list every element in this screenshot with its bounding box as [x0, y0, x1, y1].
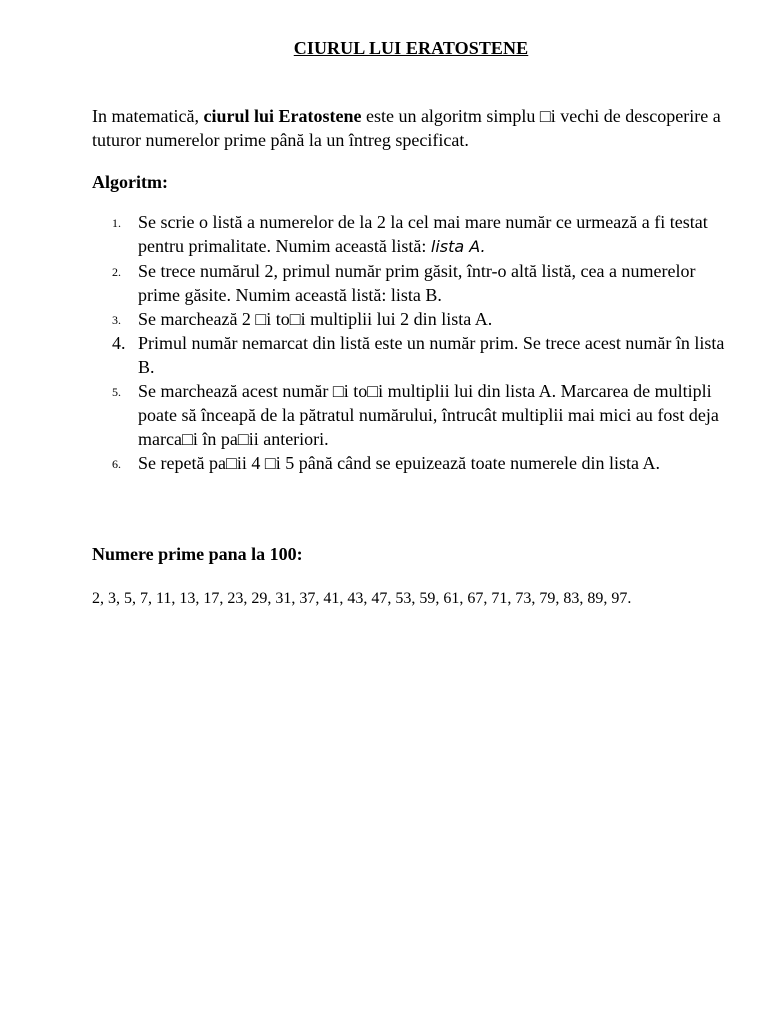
step-text: Se scrie o listă a numerelor de la 2 la cel mai mare număr ce urmează a fi testat pentru primalitate. Numim această listă: [138, 212, 708, 256]
algorithm-steps-list [0, 210, 768, 475]
step-text: Se marchează acest număr □i to□i multiplii lui din lista A. Marcarea de multipli poate să înceapă de la pătratul numărului, întrucât multiplii mai mici au fost deja marca□i în pa□ii anteriori. [138, 381, 719, 449]
step-number: 1. [112, 216, 121, 230]
list-item-step-3 [0, 307, 734, 331]
algorithm-heading: Algoritm: [92, 172, 168, 192]
step-number: 4. [112, 333, 126, 353]
step-number: 6. [112, 457, 121, 471]
intro-prefix: In matematică, [92, 106, 204, 126]
step-number: 5. [112, 385, 121, 399]
step-text: Primul număr nemarcat din listă este un număr prim. Se trece acest număr în lista B. [138, 333, 725, 377]
document-title: CIURUL LUI ERATOSTENE [293, 38, 529, 58]
list-item-step-2 [0, 259, 734, 307]
step-number: 2. [112, 265, 121, 279]
step-number: 3. [112, 313, 121, 327]
step-emphasis: lista A. [430, 237, 486, 256]
primes-list: 2, 3, 5, 7, 11, 13, 17, 23, 29, 31, 37, 41, 43, 47, 53, 59, 61, 67, 71, 73, 79, 83, 89, 97. [92, 590, 632, 607]
list-item-step-6 [0, 451, 734, 475]
list-item-step-5 [0, 379, 734, 451]
intro-bold-term: ciurul lui Eratostene [203, 106, 362, 126]
intro-suffix: este un algoritm simplu □i vechi de descoperire a tuturor numerelor prime până la un întreg specificat. [92, 106, 721, 150]
primes-heading: Numere prime pana la 100: [92, 544, 303, 564]
list-item-step-4 [0, 331, 734, 379]
intro-paragraph [92, 104, 722, 152]
list-item-step-1 [0, 210, 734, 259]
step-text: Se marchează 2 □i to□i multiplii lui 2 din lista A. [138, 309, 493, 329]
step-text: Se repetă pa□ii 4 □i 5 până când se epuizează toate numerele din lista A. [138, 453, 661, 473]
step-text: Se trece numărul 2, primul număr prim găsit, într-o altă listă, cea a numerelor prime găsite. Numim această listă: lista B. [138, 261, 696, 305]
